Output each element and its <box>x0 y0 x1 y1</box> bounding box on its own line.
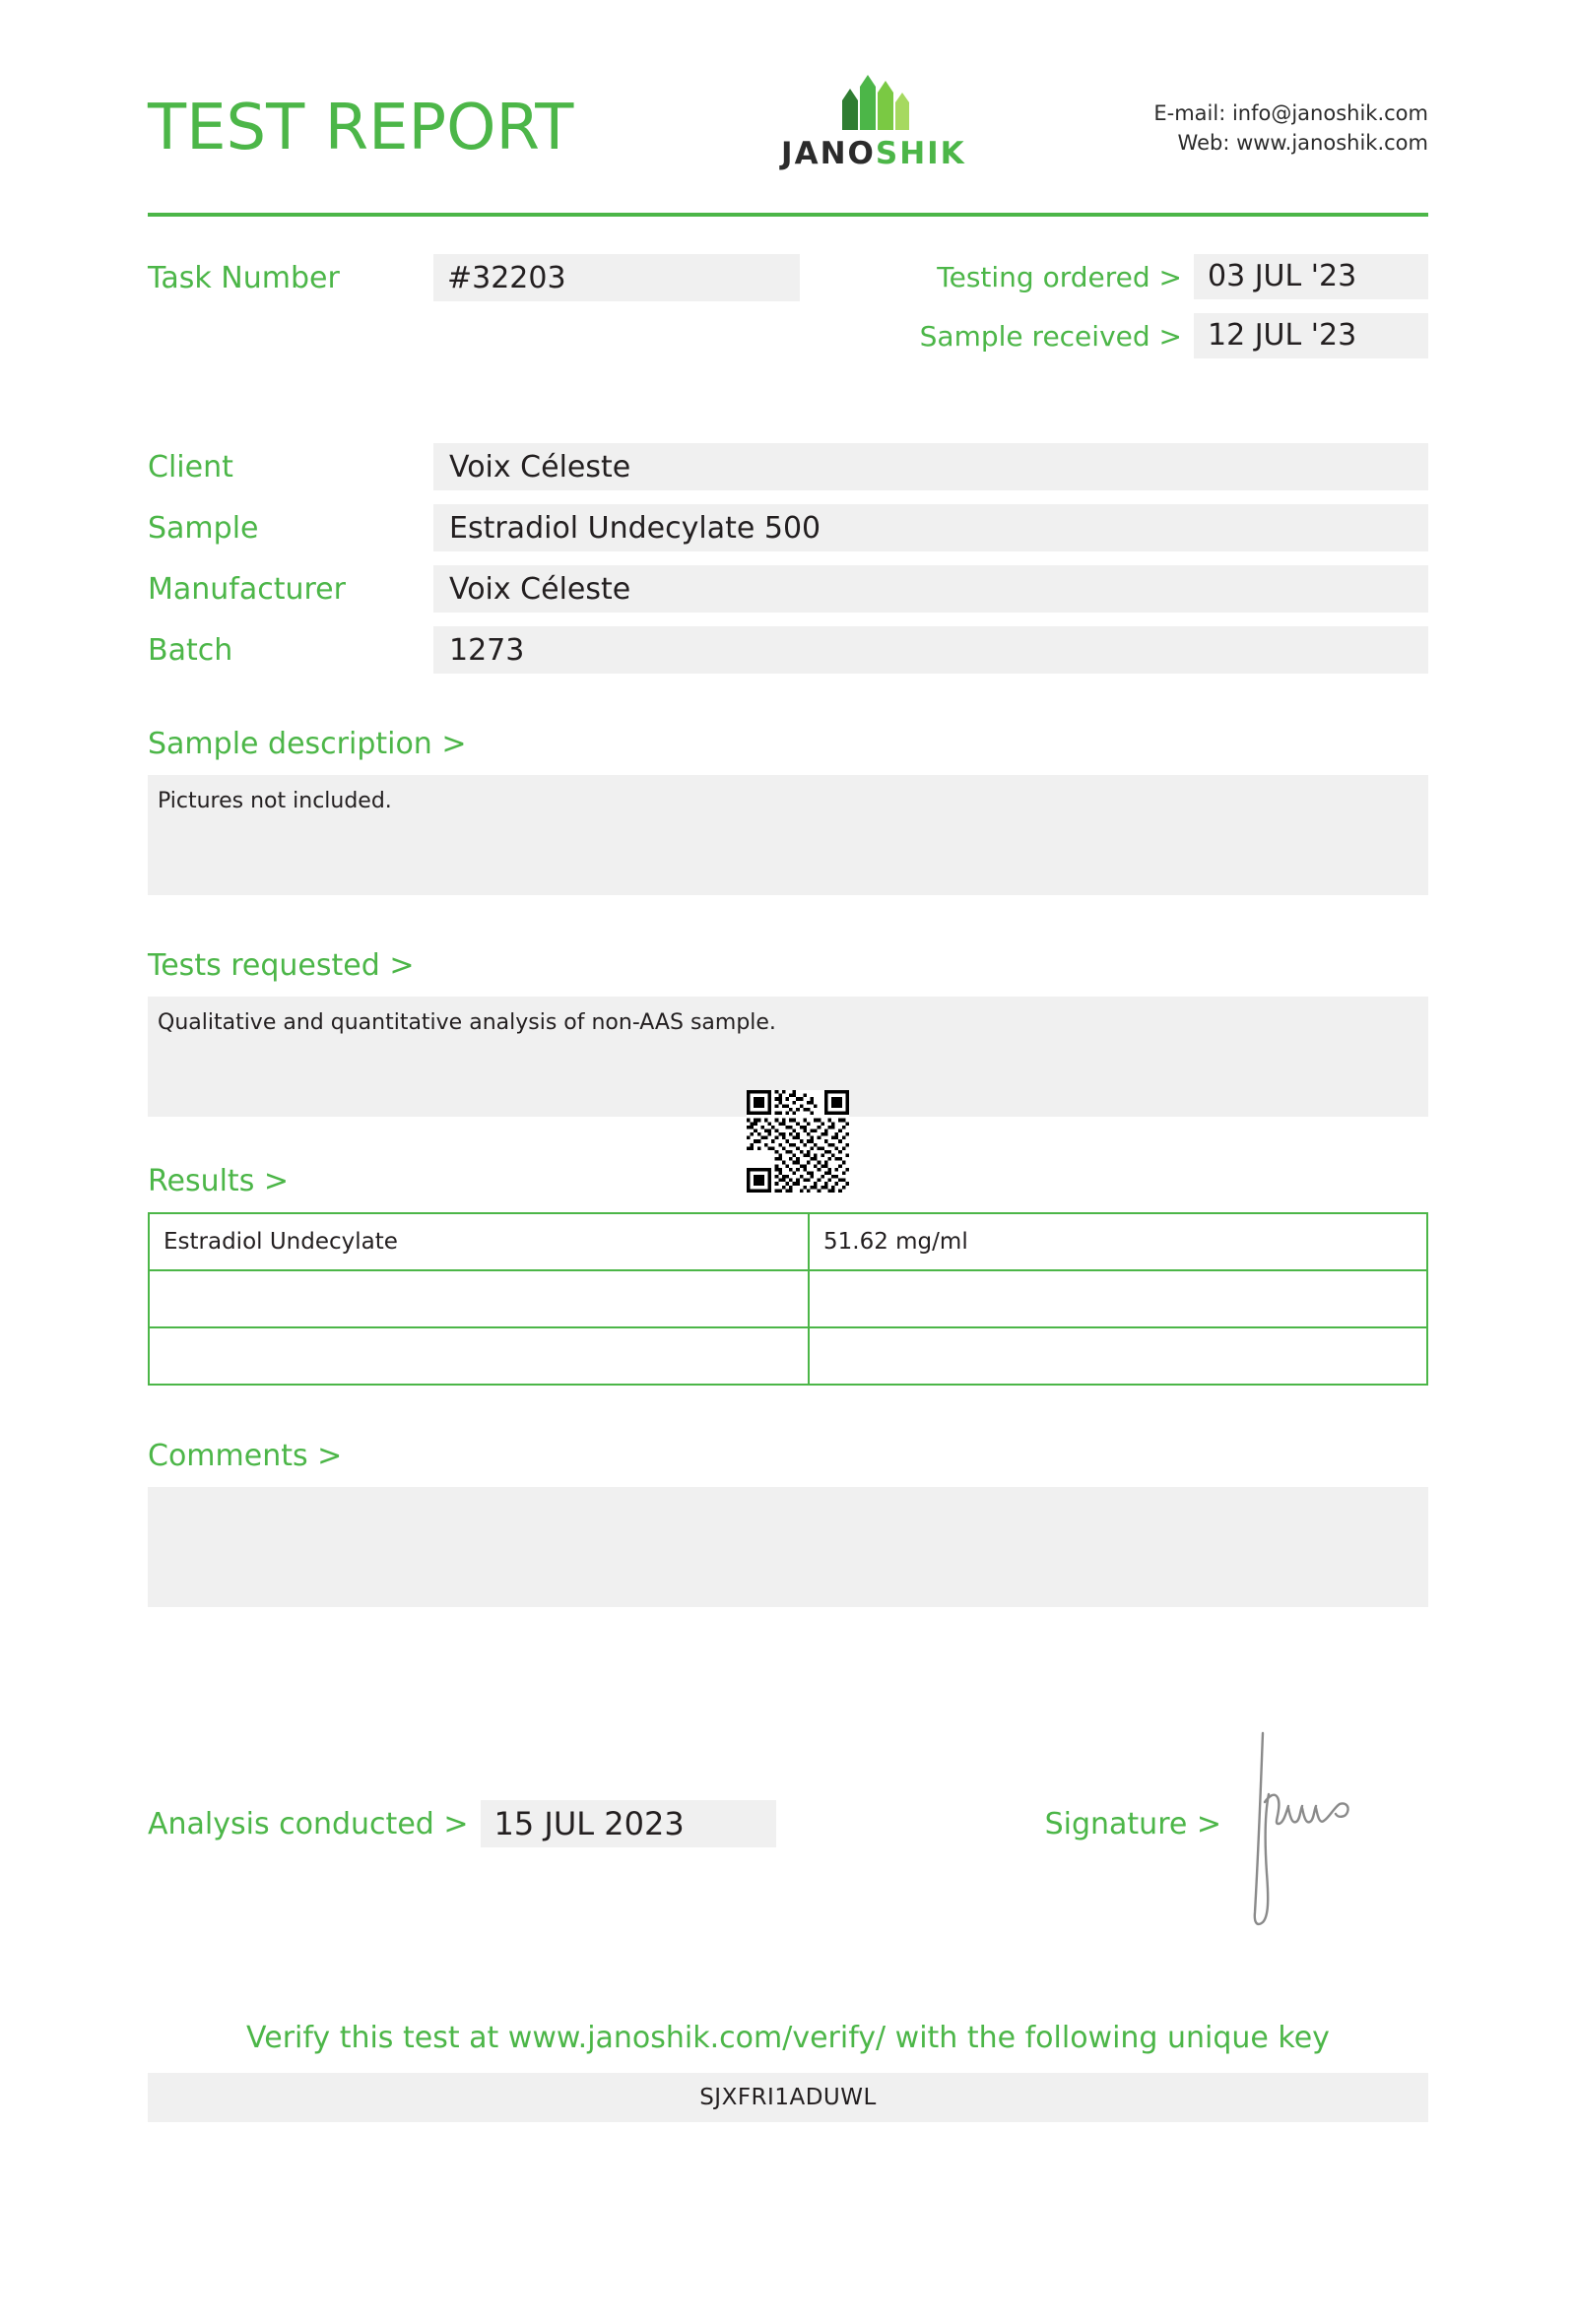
comments-box <box>148 1487 1428 1607</box>
qr-code-icon <box>747 1090 849 1193</box>
result-value-2 <box>809 1270 1427 1327</box>
result-value-3 <box>809 1327 1427 1385</box>
page-title: TEST REPORT <box>148 92 574 164</box>
info-value-sample: Estradiol Undecylate 500 <box>433 504 1428 551</box>
info-row-client <box>148 443 1428 490</box>
table-row <box>149 1327 1427 1385</box>
result-name-1: Estradiol Undecylate <box>149 1213 809 1270</box>
info-label-manufacturer: Manufacturer <box>148 571 346 607</box>
dates-group <box>920 254 1428 358</box>
info-row-batch <box>148 626 1428 674</box>
contact-web: Web: www.janoshik.com <box>1177 131 1428 155</box>
info-row-sample <box>148 504 1428 551</box>
testing-ordered-value: 03 JUL '23 <box>1194 254 1428 299</box>
task-number-value: #32203 <box>433 254 800 301</box>
info-row-manufacturer <box>148 565 1428 613</box>
logo-word-jano: JANO <box>781 136 876 171</box>
results-table <box>148 1212 1428 1386</box>
comments-title: Comments > <box>148 1439 343 1473</box>
sample-info-table <box>148 443 1428 674</box>
result-value-1: 51.62 mg/ml <box>809 1213 1427 1270</box>
info-label-sample: Sample <box>148 510 259 546</box>
analysis-conducted-label: Analysis conducted > <box>148 1806 469 1841</box>
logo-word-shik: SHIK <box>875 136 966 171</box>
table-row <box>149 1270 1427 1327</box>
contact-info <box>1153 98 1428 159</box>
testing-ordered-label: Testing ordered > <box>937 260 1182 293</box>
info-value-client: Voix Céleste <box>433 443 1428 490</box>
task-number-label: Task Number <box>148 260 340 295</box>
sample-received-label: Sample received > <box>919 319 1182 353</box>
unique-key-value: SJXFRI1ADUWL <box>148 2073 1428 2122</box>
results-title: Results > <box>148 1164 289 1198</box>
table-row <box>149 1213 1427 1270</box>
result-name-3 <box>149 1327 809 1385</box>
sample-description-box: Pictures not included. <box>148 775 1428 895</box>
report-header <box>148 0 1428 197</box>
task-number-group <box>148 254 800 301</box>
info-value-manufacturer: Voix Céleste <box>433 565 1428 613</box>
mountain-logo-icon <box>828 71 919 132</box>
janoshik-logo <box>781 71 966 171</box>
tests-requested-box: Qualitative and quantitative analysis of non-AAS sample. <box>148 997 1428 1117</box>
signature-group <box>1045 1715 1359 1932</box>
testing-ordered-row <box>937 254 1428 299</box>
analysis-conducted-date: 15 JUL 2023 <box>481 1800 776 1847</box>
verify-text: Verify this test at www.janoshik.com/verify/ with the following unique key <box>246 2021 1330 2055</box>
sample-received-value: 12 JUL '23 <box>1194 313 1428 358</box>
signature-label: Signature > <box>1044 1806 1221 1841</box>
result-name-2 <box>149 1270 809 1327</box>
signature-icon <box>1241 1725 1359 1932</box>
sample-description-title: Sample description > <box>148 727 467 761</box>
analysis-conducted-group <box>148 1800 776 1847</box>
results-header <box>148 1164 1428 1198</box>
info-value-batch: 1273 <box>433 626 1428 674</box>
contact-email: E-mail: info@janoshik.com <box>1153 100 1428 125</box>
info-label-client: Client <box>148 449 233 484</box>
logo-wordmark <box>781 136 966 171</box>
header-divider <box>148 213 1428 217</box>
analysis-signature-row <box>148 1715 1428 1932</box>
tests-requested-title: Tests requested > <box>148 948 415 983</box>
sample-received-row <box>920 313 1428 358</box>
info-label-batch: Batch <box>148 632 233 668</box>
task-row <box>148 254 1428 358</box>
